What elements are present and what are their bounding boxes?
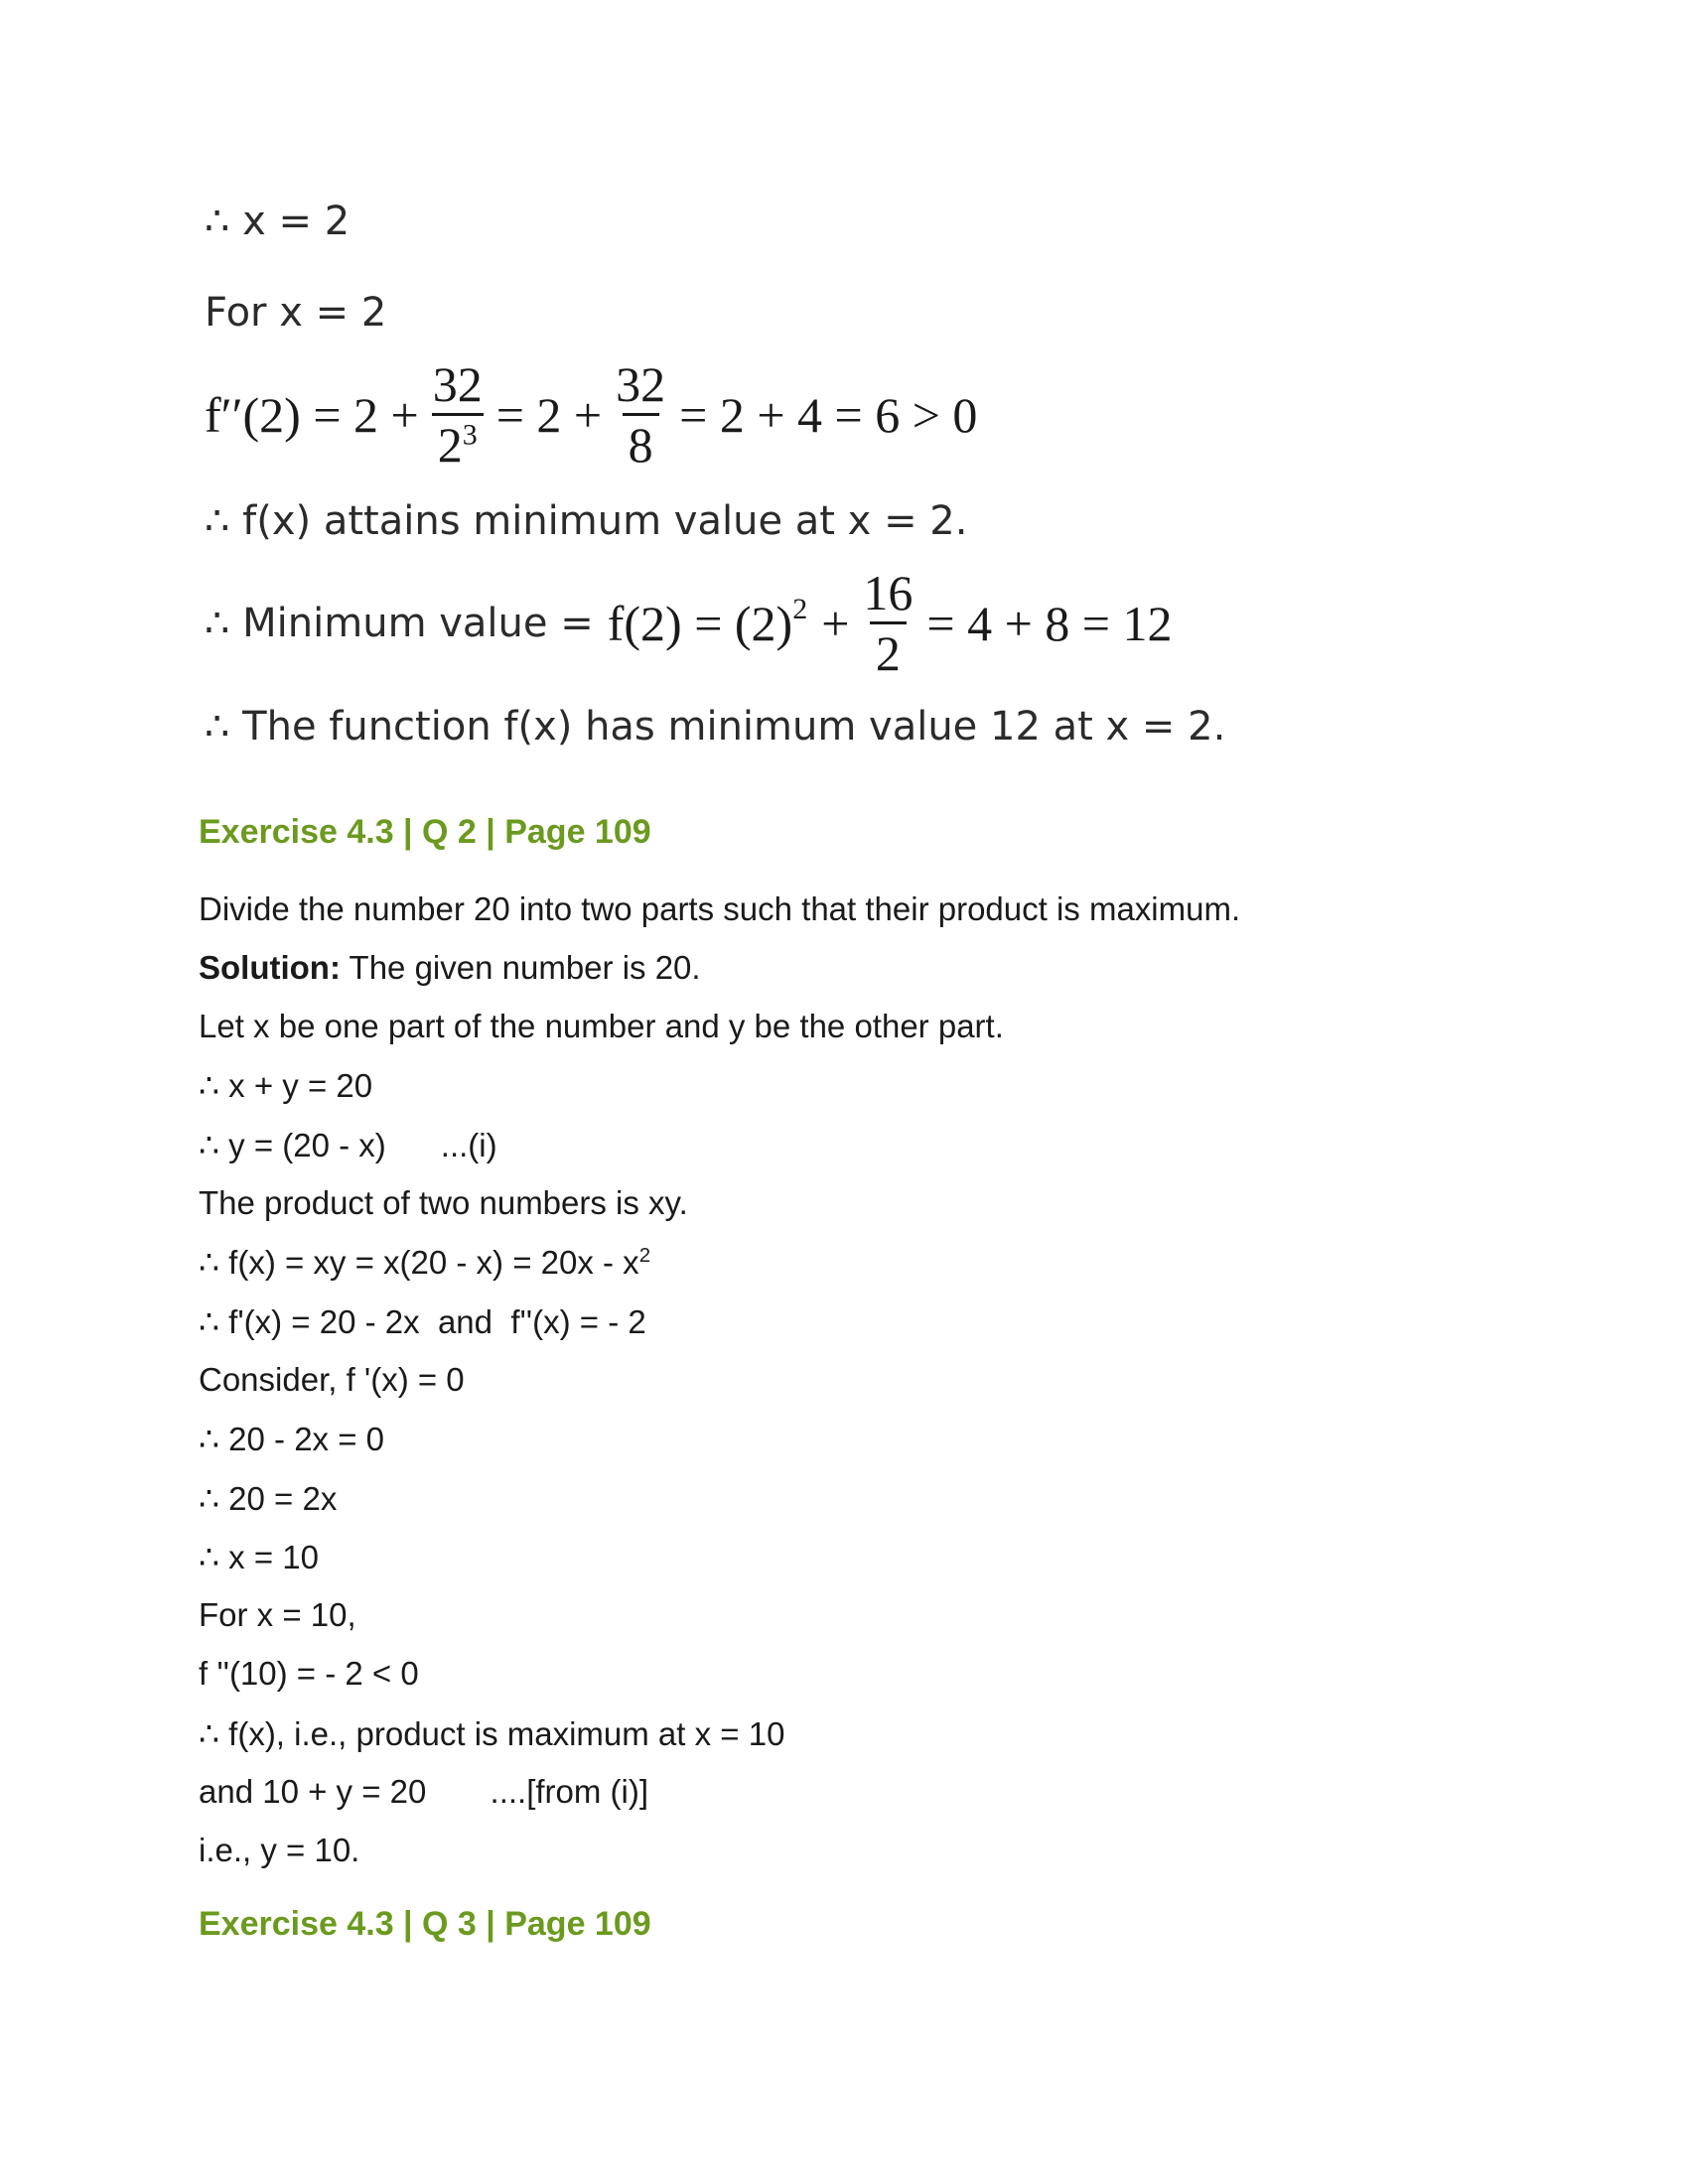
- fraction-denominator: 8: [623, 413, 659, 470]
- heading-exercise-q2[interactable]: Exercise 4.3 | Q 2 | Page 109: [199, 813, 651, 851]
- question-text: Divide the number 20 into two parts such that their product is maximum.: [199, 890, 1241, 927]
- solution-step: and 10 + y = 20 ....[from (i)]: [199, 1773, 649, 1810]
- solution-label: Solution:: [199, 949, 341, 986]
- denominator-exponent: 3: [462, 418, 478, 452]
- solution-step: The product of two numbers is xy.: [199, 1184, 688, 1221]
- plus-sign: +: [821, 595, 850, 651]
- fraction-32-over-2-cubed: [427, 356, 489, 473]
- fpp-lhs: f′′(2) = 2 +: [205, 386, 419, 443]
- second-derivative-equation: [205, 356, 978, 473]
- minimum-value-expr: f(2) = (2): [607, 595, 793, 651]
- for-x-line: For x = 2: [205, 290, 387, 336]
- solution-step: Consider, f '(x) = 0: [199, 1361, 465, 1398]
- minimum-value-exponent: 2: [792, 592, 808, 625]
- fraction-16-over-2: [857, 565, 918, 681]
- heading-exercise-q3[interactable]: Exercise 4.3 | Q 3 | Page 109: [199, 1905, 651, 1943]
- fraction-denominator: [432, 413, 484, 473]
- fraction-denominator: 2: [870, 621, 907, 678]
- solution-step: ∴ f'(x) = 20 - 2x and f''(x) = - 2: [199, 1303, 646, 1340]
- conclusion-line: ∴ The function f(x) has minimum value 12 at x = 2.: [205, 704, 1226, 750]
- solution-line: [199, 949, 701, 987]
- minimum-value-equation: [205, 565, 1173, 681]
- minimum-value-label: ∴ Minimum value =: [205, 600, 594, 646]
- solution-step: ∴ 20 - 2x = 0: [199, 1421, 385, 1457]
- solution-step: ∴ x = 10: [199, 1539, 319, 1575]
- fx-text: ∴ f(x) = xy = x(20 - x) = 20x - x: [199, 1244, 639, 1281]
- solution-step: For x = 10,: [199, 1596, 356, 1633]
- fx-exponent: 2: [638, 1244, 651, 1267]
- fraction-numerator: 32: [616, 356, 666, 412]
- solution-step: i.e., y = 10.: [199, 1832, 360, 1868]
- solution-step: ∴ y = (20 - x) ...(i): [199, 1127, 497, 1163]
- solution-text: The given number is 20.: [340, 949, 701, 986]
- denominator-base: 2: [437, 417, 463, 473]
- therefore-x-line: ∴ x = 2: [205, 199, 351, 244]
- minimum-value-tail: = 4 + 8 = 12: [926, 595, 1173, 651]
- attains-minimum-line: ∴ f(x) attains minimum value at x = 2.: [205, 498, 968, 544]
- solution-step-fx: [199, 1243, 650, 1282]
- fraction-32-over-8: [610, 356, 671, 473]
- fraction-numerator: 16: [863, 565, 914, 620]
- fpp-tail: = 2 + 4 = 6 > 0: [679, 386, 978, 443]
- fraction-numerator: 32: [432, 356, 483, 412]
- solution-step: ∴ 20 = 2x: [199, 1480, 338, 1517]
- solution-step: ∴ f(x), i.e., product is maximum at x = 10: [199, 1715, 785, 1752]
- fpp-mid: = 2 +: [495, 386, 603, 443]
- solution-step: Let x be one part of the number and y be the other part.: [199, 1008, 1004, 1044]
- solution-step: f ''(10) = - 2 < 0: [199, 1655, 419, 1692]
- solution-step: ∴ x + y = 20: [199, 1067, 373, 1104]
